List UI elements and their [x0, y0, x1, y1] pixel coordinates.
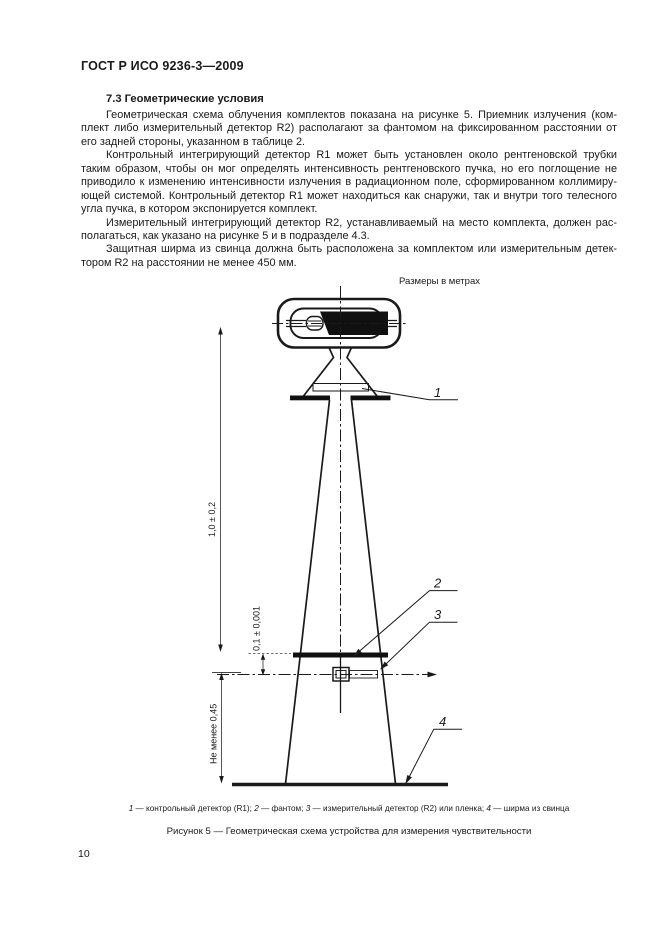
document-header: ГОСТ Р ИСО 9236-3—2009 — [81, 59, 244, 73]
paragraph-line: ющей системой. Контрольный детектор R1 может находиться как снаружи, так и внутри того телесного — [81, 189, 617, 202]
legend-number: 4 — [486, 804, 491, 813]
figure-caption: Рисунок 5 — Геометрическая схема устройства для измерения чувствительности — [166, 826, 532, 837]
callout-label-2: 2 — [434, 575, 442, 591]
legend-text: — фантом; — [258, 804, 306, 813]
dimension-phantom-to-detector — [249, 606, 292, 675]
callout-label-1: 1 — [434, 385, 442, 400]
dimension-detector-to-screen — [209, 673, 242, 784]
paragraph-line: Контрольный интегрирующий детектор R1 может быть установлен около рентгеновской трубки — [106, 149, 617, 162]
diaphragm-right — [351, 396, 391, 401]
dimension-source-to-phantom — [207, 327, 223, 652]
legend-text: — контрольный детектор (R1); — [133, 804, 255, 813]
detector-level-arrow — [428, 672, 438, 678]
paragraph-line: плект либо измерительный детектор R2) располагают за фантомом на фиксированном расстоянии от — [81, 122, 617, 135]
leader-line-4 — [406, 729, 462, 783]
leader-line-3 — [381, 622, 458, 669]
paragraph-line: Измерительный интегрирующий детектор R2, устанавливаемый на место комплекта, должен рас- — [106, 216, 617, 229]
leader-line-2 — [355, 591, 458, 656]
dimension-label: 1,0 ± 0,2 — [207, 502, 217, 537]
text-block — [81, 92, 617, 270]
legend-text: — измерительный детектор (R2) или пленка; — [310, 804, 487, 813]
paragraph-line: полагаться, как указано на рисунке 5 и в подразделе 4.3. — [81, 229, 370, 242]
legend-number: 3 — [305, 804, 311, 813]
legend-text: — ширма из свинца — [490, 804, 570, 813]
paragraph-line: его задней стороны, указанном в таблице 2. — [81, 135, 306, 148]
body-paragraphs — [81, 109, 617, 270]
diaphragm-left — [290, 396, 330, 401]
paragraph-line: таким образом, чтобы он мог определять интенсивность рентгеновского пучка, но его поглощение не — [81, 162, 617, 175]
callout-label-4: 4 — [439, 714, 447, 729]
paragraph-line: приводило к изменению интенсивности излучения в радиационном поле, сформированном коллимиру- — [81, 176, 617, 189]
section-heading: 7.3 Геометрические условия — [106, 93, 264, 105]
paragraph-line: Геометрическая схема облучения комплектов показана на рисунке 5. Приемник излучения (ком- — [106, 109, 617, 121]
figure-diagram — [150, 280, 490, 795]
paragraph-line: Защитная ширма из свинца должна быть расположена за комплектом или измерительным детек- — [106, 243, 617, 256]
figure-size-note: Размеры в метрах — [399, 276, 480, 287]
figure-legend — [81, 804, 617, 813]
dimension-label: 0,1 ± 0,001 — [251, 606, 262, 651]
paragraph-line: тором R2 на расстоянии не менее 450 мм. — [81, 256, 297, 269]
legend-number: 1 — [128, 804, 134, 813]
page-number: 10 — [78, 848, 90, 860]
paragraph-line: угла пучка, в котором экспонируется комплект. — [81, 203, 318, 216]
phantom-bar — [293, 653, 388, 658]
callout-label-3: 3 — [434, 607, 442, 622]
dimension-label: Не менее 0,45 — [208, 703, 219, 764]
legend-number: 2 — [254, 804, 259, 813]
